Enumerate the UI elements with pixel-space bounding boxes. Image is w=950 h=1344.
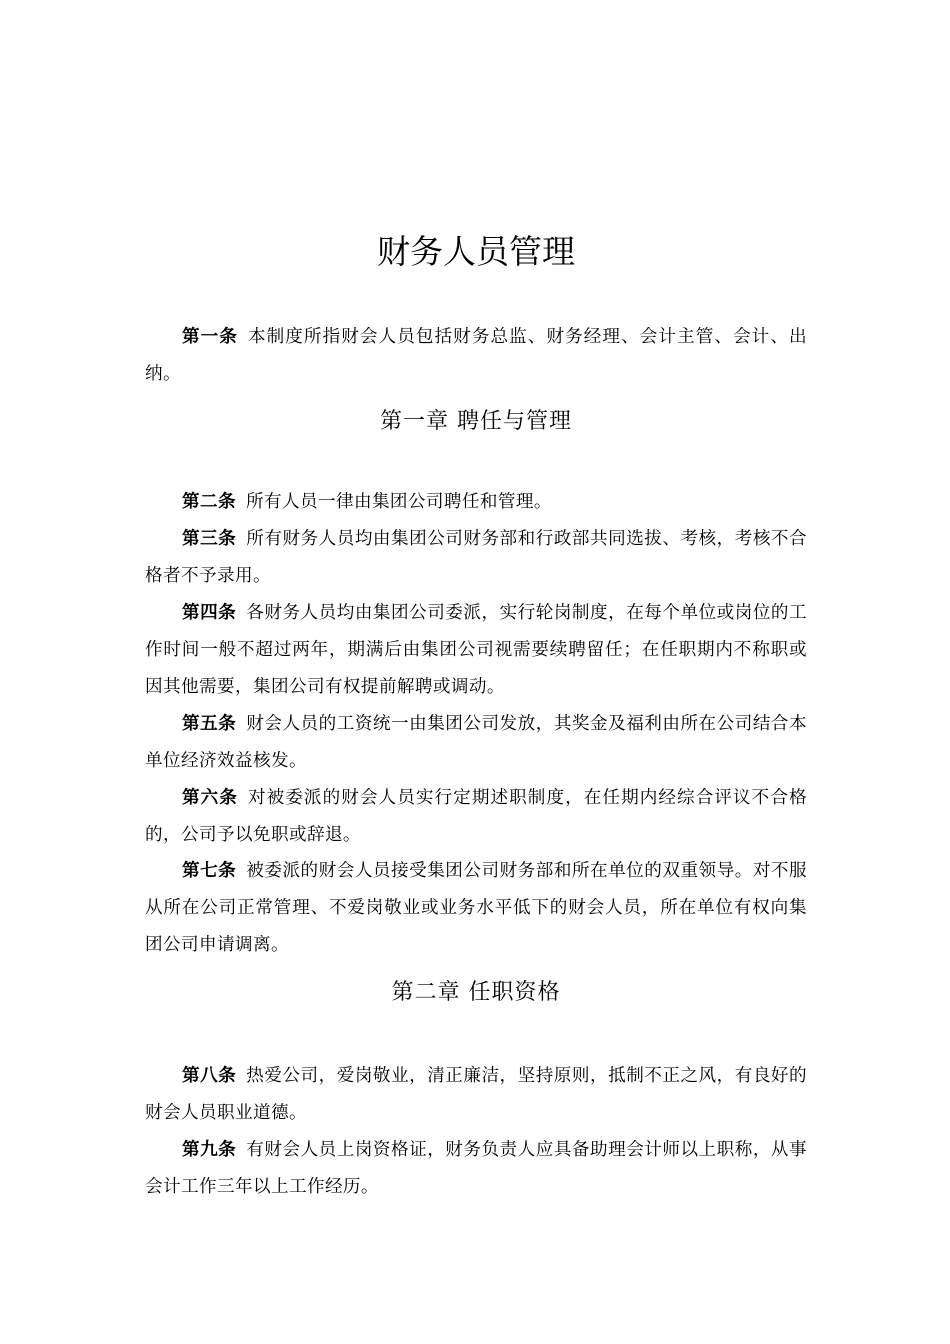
article-text: 对被委派的财会人员实行定期述职制度，在任期内经综合评议不合格的，公司予以免职或辞退。 — [145, 788, 807, 845]
article-text: 本制度所指财会人员包括财务总监、财务经理、会计主管、会计、出纳。 — [145, 327, 807, 384]
article-9 — [145, 1132, 807, 1206]
article-number: 第四条 — [182, 603, 237, 623]
article-text: 各财务人员均由集团公司委派，实行轮岗制度，在每个单位或岗位的工作时间一般不超过两年，期满后由集团公司视需要续聘留任；在任职期内不称职或因其他需要，集团公司有权提前解聘或调动。 — [145, 603, 808, 697]
article-number: 第六条 — [182, 788, 238, 808]
article-number: 第九条 — [182, 1140, 237, 1160]
article-text: 热爱公司，爱岗敬业，清正廉洁，坚持原则，抵制不正之风，有良好的财会人员职业道德。 — [145, 1066, 808, 1123]
chapter-1-heading: 第一章 聘任与管理 — [380, 409, 572, 434]
article-3 — [145, 521, 807, 595]
article-number: 第八条 — [182, 1066, 237, 1086]
chapter-2-heading: 第二章 任职资格 — [391, 980, 561, 1005]
article-number: 第七条 — [182, 861, 237, 881]
article-text: 所有财务人员均由集团公司财务部和行政部共同选拔、考核，考核不合格者不予录用。 — [145, 529, 808, 586]
article-8 — [145, 1058, 807, 1132]
document-title: 财务人员管理 — [377, 232, 575, 271]
article-text: 被委派的财会人员接受集团公司财务部和所在单位的双重领导。对不服从所在公司正常管理、不爱岗敬业或业务水平低下的财会人员，所在单位有权向集团公司申请调离。 — [145, 861, 808, 955]
article-4 — [145, 595, 807, 706]
article-7 — [145, 853, 807, 964]
article-1 — [145, 319, 807, 393]
article-5 — [145, 706, 807, 780]
article-number: 第三条 — [182, 529, 237, 549]
article-6 — [145, 780, 807, 854]
article-number: 第一条 — [182, 327, 238, 347]
article-number: 第五条 — [182, 714, 237, 734]
article-number: 第二条 — [182, 492, 236, 512]
article-2 — [145, 484, 807, 521]
article-text: 有财会人员上岗资格证，财务负责人应具备助理会计师以上职称，从事会计工作三年以上工作经历。 — [145, 1140, 808, 1197]
article-text: 所有人员一律由集团公司聘任和管理。 — [245, 492, 552, 512]
article-text: 财会人员的工资统一由集团公司发放，其奖金及福利由所在公司结合本单位经济效益核发。 — [145, 714, 808, 771]
